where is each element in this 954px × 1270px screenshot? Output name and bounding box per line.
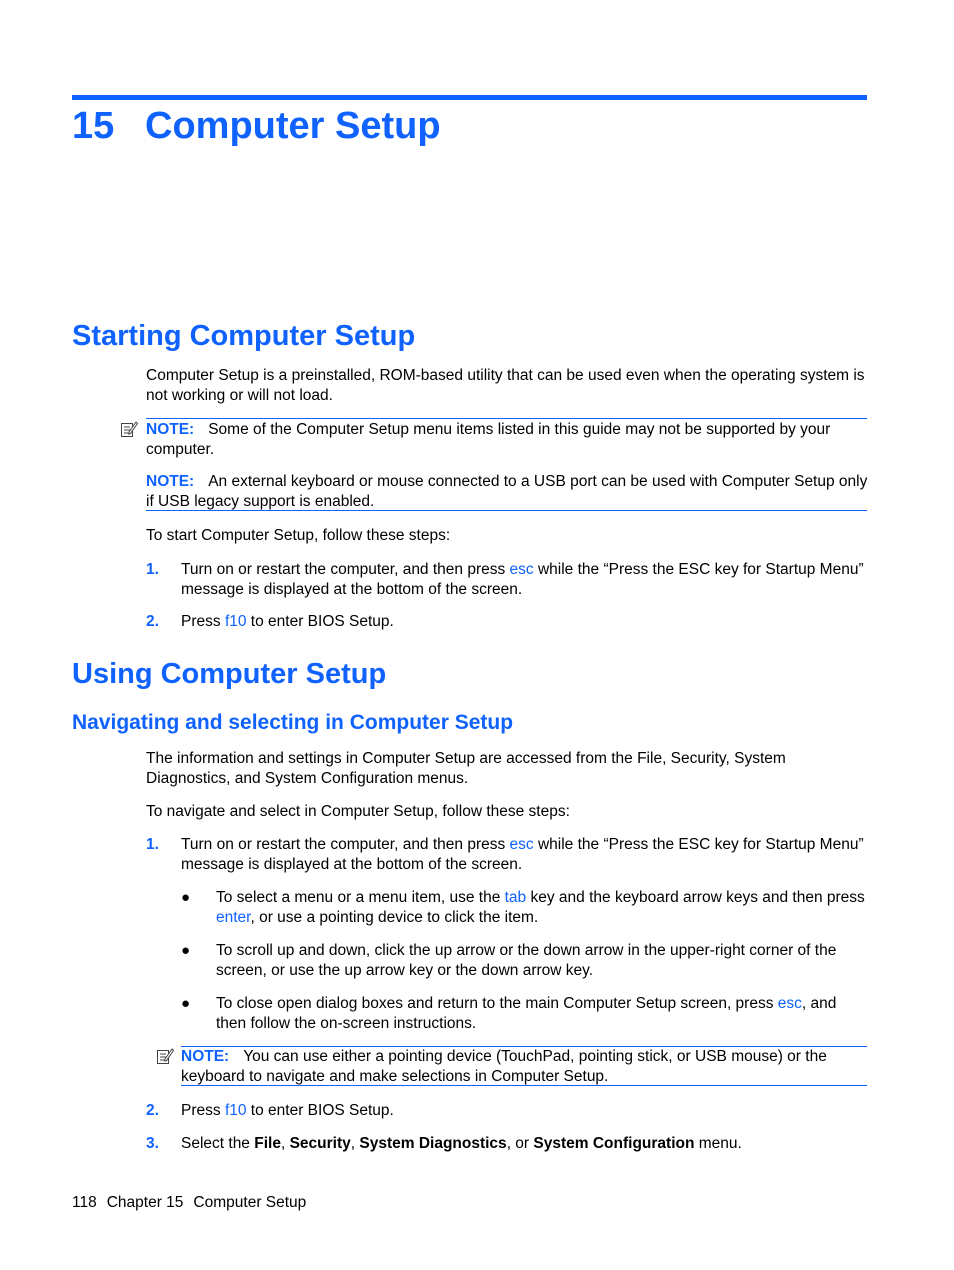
step-text-part: , or xyxy=(506,1135,534,1152)
step-2-text xyxy=(181,1101,868,1121)
step-number: 1. xyxy=(146,561,159,578)
bullet-3-text xyxy=(216,994,866,1033)
step-text-part: while the “Press the ESC key for Startup Menu” message is displayed at the bottom of the screen. xyxy=(181,561,864,598)
bullet-2-text: To scroll up and down, click the up arrow or the down arrow in the upper-right corner of the screen, or use the up arrow key or the down arrow key. xyxy=(216,942,837,979)
step-text-part: Turn on or restart the computer, and then press xyxy=(181,561,510,578)
section-heading-starting: Starting Computer Setup xyxy=(72,320,416,352)
step-text-part: to enter BIOS Setup. xyxy=(246,613,394,630)
section1-intro: Computer Setup is a preinstalled, ROM-based utility that can be used even when the operating system is not working or will not load. xyxy=(146,367,865,404)
note-3 xyxy=(181,1047,868,1086)
footer-title: Computer Setup xyxy=(193,1194,307,1211)
bullet-text-part: , and then follow the on-screen instructions. xyxy=(216,995,837,1032)
note-icon xyxy=(156,1047,174,1065)
step-number: 2. xyxy=(146,1102,159,1119)
note-icon xyxy=(120,420,138,438)
note-label: NOTE: xyxy=(146,473,195,490)
page-number: 118 xyxy=(72,1194,97,1211)
bullet-text-part: key and the keyboard arrow keys and then press xyxy=(526,889,865,906)
bullet-text-part: To close open dialog boxes and return to the main Computer Setup screen, press xyxy=(216,995,778,1012)
page-footer xyxy=(72,1193,316,1213)
step-text-part: to enter BIOS Setup. xyxy=(246,1102,394,1119)
step-number: 3. xyxy=(146,1135,159,1152)
step-text-part: Select the xyxy=(181,1135,255,1152)
chapter-title xyxy=(72,100,441,152)
step-text-part: , xyxy=(280,1135,290,1152)
note-label: NOTE: xyxy=(146,421,195,438)
bullet-icon: ● xyxy=(181,942,191,959)
bullet-text-part: , or use a pointing device to click the item. xyxy=(250,908,539,926)
section2-intro: The information and settings in Computer Setup are accessed from the File, Security, System Diagnostics, and System Configuration menus. xyxy=(146,750,786,787)
note-bottom-rule xyxy=(146,510,867,511)
note-bottom-rule xyxy=(181,1085,867,1086)
key-enter: enter xyxy=(216,908,251,926)
key-esc: esc xyxy=(777,995,802,1012)
note-1 xyxy=(146,420,868,459)
step-text-part: menu. xyxy=(694,1135,742,1152)
subsection-heading-navigating: Navigating and selecting in Computer Setup xyxy=(72,711,514,734)
note-2 xyxy=(146,472,868,511)
step-number: 2. xyxy=(146,613,159,630)
chapter-title-text: Computer Setup xyxy=(145,105,441,147)
step-text-part: Press xyxy=(181,1102,225,1119)
step-3-text xyxy=(181,1134,868,1154)
step-number: 1. xyxy=(146,836,159,853)
key-f10: f10 xyxy=(224,1102,247,1119)
menu-security: Security xyxy=(289,1135,351,1152)
menu-system-configuration: System Configuration xyxy=(533,1135,695,1152)
note-3-text: You can use either a pointing device (TouchPad, pointing stick, or USB mouse) or the keyboard to navigate and make selections in Computer Setup. xyxy=(181,1048,827,1085)
step-text-part: Turn on or restart the computer, and then press xyxy=(181,836,510,853)
key-esc: esc xyxy=(509,836,534,853)
menu-file: File xyxy=(254,1135,281,1152)
note-label: NOTE: xyxy=(181,1048,230,1065)
step-text-part: while the “Press the ESC key for Startup Menu” message is displayed at the bottom of the screen. xyxy=(181,836,864,873)
bullet-1-text xyxy=(216,888,866,927)
section1-steps-intro: To start Computer Setup, follow these steps: xyxy=(146,527,451,544)
key-f10: f10 xyxy=(224,613,247,630)
footer-chapter: Chapter 15 xyxy=(106,1194,184,1211)
step-2-text xyxy=(181,612,868,632)
note-top-rule xyxy=(146,418,867,419)
section2-steps-intro: To navigate and select in Computer Setup, follow these steps: xyxy=(146,803,570,820)
step-1-text xyxy=(181,835,868,874)
bullet-icon: ● xyxy=(181,995,191,1012)
chapter-number: 15 xyxy=(72,105,115,147)
note-2-text: An external keyboard or mouse connected to a USB port can be used with Computer Setup only if USB legacy support is enabled. xyxy=(146,473,868,510)
step-1-text xyxy=(181,560,868,599)
bullet-text-part: To select a menu or a menu item, use the xyxy=(216,889,505,906)
section-heading-using: Using Computer Setup xyxy=(72,658,387,690)
menu-system-diagnostics: System Diagnostics xyxy=(359,1135,507,1152)
step-text-part: , xyxy=(350,1135,360,1152)
bullet-icon: ● xyxy=(181,889,191,906)
note-1-text: Some of the Computer Setup menu items listed in this guide may not be supported by your computer. xyxy=(146,421,831,458)
key-tab: tab xyxy=(504,889,527,906)
step-text-part: Press xyxy=(181,613,225,630)
key-esc: esc xyxy=(509,561,534,578)
